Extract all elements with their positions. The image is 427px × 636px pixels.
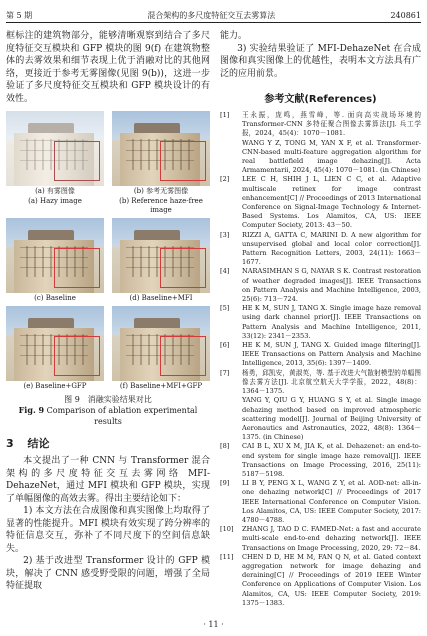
right-column — [220, 30, 421, 608]
figure-caption-en-text: Comparison of ablation experimental results — [46, 406, 198, 426]
figure-panel-c — [6, 218, 104, 303]
section-heading — [6, 435, 210, 451]
figure-panel-d — [112, 218, 210, 303]
highlight-box — [160, 141, 206, 181]
reference-item — [220, 396, 421, 442]
page-number: · 11 · — [203, 620, 224, 629]
reference-number: [7] — [220, 368, 230, 377]
left-paragraph-2: 本文提出了一种 CNN 与 Transformer 混合架构的多尺度特征交互去雾网络 MFI-DehazeNet，通过 MFI 模块和 GFP 模块，实现了单幅图像的高效去雾。得出主要结论如下： — [6, 456, 210, 504]
baseline-image — [6, 218, 104, 293]
reference-number — [220, 139, 242, 176]
reference-item — [220, 341, 421, 369]
right-paragraph-2: 3) 实验结果验证了 MFI-DehazeNet 在合成图像和真实图像上的优越性，表明本文方法具有广泛的应用前景。 — [220, 43, 421, 79]
reference-text: CAI B L, XU X M, JIA K, et al. Dehazenet: an end-to-end system for single image haze removal[J]. IEEE Transactions on Image Processing, 2016, 25(11): 5187－5198. — [242, 442, 421, 478]
baseline-mfi-image — [112, 218, 210, 293]
highlight-box — [160, 248, 206, 288]
reference-item — [220, 175, 421, 230]
reference-text: HE K M, SUN J, TANG X. Guided image filtering[J]. IEEE Transactions on Pattern Analysis and Machine Intelligence, 2013, 35(6): 1397－1409. — [242, 341, 421, 368]
reference-number: [10] — [220, 525, 234, 534]
header-rule — [6, 22, 421, 23]
reference-item — [220, 553, 421, 608]
highlight-box — [54, 336, 100, 376]
reference-item — [220, 525, 421, 553]
figure-caption-cn: 图 9 消融实验结果对比 — [64, 395, 152, 404]
reference-text: 杨勇，邱凯安，黄淑英，等. 基于改进大气散射模型的单幅图像去雾方法[J]. 北京航空航天大学学报，2022，48(8)：1364－1375. — [242, 368, 421, 396]
figure-panel-f — [112, 306, 210, 391]
reference-item — [220, 111, 421, 139]
reference-image — [112, 111, 210, 186]
reference-number: [11] — [220, 552, 234, 561]
section-title: 结论 — [27, 437, 50, 450]
subcaption-b-en: (b) Reference haze-free image — [119, 197, 203, 214]
section-number: 3 — [6, 437, 14, 450]
reference-item — [220, 267, 421, 304]
subcaption-c: (c) Baseline — [34, 294, 76, 302]
reference-text: NARASIMHAN S G, NAYAR S K. Contrast restoration of weather degraded images[J]. IEEE Transactions on Pattern Analysis and Machine Intelligence, 2003, 25(6): 713－724. — [242, 267, 421, 304]
subcaption-a-en: (a) Hazy image — [28, 197, 82, 205]
subcaption-b-cn: (b) 参考无雾图像 — [133, 187, 189, 195]
figure-panel-b — [112, 111, 210, 215]
figure-panel-a — [6, 111, 104, 215]
references-heading: 参考文献(References) — [264, 94, 377, 105]
reference-number: [1] — [220, 111, 230, 119]
reference-item — [220, 304, 421, 341]
reference-text: WANG Y Z, TONG M, YAN X F, et al. Transformer-CNN-based multi-feature aggregation algorithm for real battlefield image dehazing[J]. Acta Armamentarii, 2024, 45(4): 1070－1081. (in Chinese) — [242, 138, 421, 175]
reference-list — [220, 111, 421, 608]
baseline-gfp-image — [6, 306, 104, 381]
highlight-box — [160, 336, 206, 376]
reference-number: [5] — [220, 304, 230, 313]
figure-caption-en — [6, 405, 210, 427]
reference-number — [220, 396, 242, 442]
highlight-box — [54, 141, 100, 181]
running-header — [6, 8, 421, 22]
highlight-box — [54, 248, 100, 288]
figure-panel-e — [6, 306, 104, 391]
hazy-image — [6, 111, 104, 186]
reference-number: [2] — [220, 175, 230, 184]
subcaption-f: (f) Baseline+MFI+GFP — [119, 382, 203, 390]
left-paragraph-1: 框标注的建筑物部分，能够清晰观察到结合了多尺度特征交互模块和 GFP 模块的图 9(f) 在建筑物整体的去雾效果和细节表现上优于消融对比的其他网络，更接近于参考无雾图像(见图 9(b))，这进一步验证了多尺度特征交互模块和 GFP 模块设计的有效性。 — [6, 31, 210, 104]
reference-number: [9] — [220, 479, 230, 488]
subcaption-a-cn: (a) 有雾图像 — [35, 187, 75, 195]
reference-text: ZHANG J, TAO D C. FAMED-Net: a fast and accurate multi-scale end-to-end dehazing network[J]. IEEE Transactions on Image Processing, 2020, 29: 72－84. — [242, 525, 421, 552]
reference-text: CHEN D D, HE M M, FAN Q N, et al. Gated context aggregation network for image dehazing and deraining[C] // Proceedings of 2019 IEEE Winter Conference on Applications of Computer Vision. Los Alamitos, CA, US: IEEE Computer Society, 2019: 1375－1383. — [242, 552, 421, 607]
left-paragraph-3: 1) 本文方法在合成图像和真实图像上均取得了显著的性能提升。MFI 模块有效实现了跨分辨率的特征信息交互，弥补了不同尺度下的空间信息缺失。 — [6, 506, 210, 554]
journal-title: 混合架构的多尺度特征交互去雾算法 — [147, 10, 276, 20]
reference-text: LEE C H, SHIH J L, LIEN C C, et al. Adaptive multiscale retinex for image contrast enhancement[C] // Proceedings of 2013 International Conference on Signal-Image Technology & Internet-Based Systems. Los Alamitos, CA, US: IEEE Computer Society, 2013: 43－50. — [242, 175, 421, 230]
reference-number: [3] — [220, 230, 230, 239]
reference-text: HE K M, SUN J, TANG X. Single image haze removal using dark channel prior[J]. IEEE Transactions on Pattern Analysis and Machine Intelligence, 2011, 33(12): 2341－2353. — [242, 304, 421, 340]
reference-item — [220, 442, 421, 479]
reference-number: [6] — [220, 341, 230, 350]
reference-text: YANG Y, QIU G Y, HUANG S Y, et al. Single image dehazing method based on improved atmospheric scattering model[J]. Journal of Beijing University of Aeronautics and Astronautics, 2022, 48(8): 1364－1375. (in Chinese) — [242, 396, 421, 442]
issue-label: 第 5 期 — [6, 10, 33, 20]
reference-number: [4] — [220, 267, 230, 276]
baseline-mfi-gfp-image — [112, 306, 210, 381]
figure-9 — [6, 111, 210, 427]
reference-number: [8] — [220, 442, 230, 451]
figure-label-en: Fig. 9 — [18, 405, 45, 415]
reference-item — [220, 479, 421, 525]
subcaption-e: (e) Baseline+GFP — [23, 382, 87, 390]
reference-text: 王永振，庞鸣，燕雪峰，等. 面向高实战场环境的 Transformer-CNN 多特征聚合图像去雾算法[J]. 兵工学报，2024，45(4)：1070－1081. — [242, 111, 421, 138]
right-paragraph-1: 能力。 — [220, 31, 248, 41]
reference-text: RIZZI A, GATTA C, MARINI D. A new algorithm for unsupervised global and local color correction[J]. Pattern Recognition Letters, 2003, 24(11): 1663－1677. — [242, 230, 421, 267]
reference-item — [220, 231, 421, 268]
subcaption-d: (d) Baseline+MFI — [129, 294, 193, 302]
article-number: 240861 — [390, 10, 421, 20]
reference-item — [220, 139, 421, 176]
left-column — [6, 30, 210, 593]
reference-text: LI B Y, PENG X L, WANG Z Y, et al. AOD-net: all-in-one dehazing network[C] // Proceedings of 2017 IEEE International Conference on Computer Vision. Los Alamitos, CA, US: IEEE Computer Society, 2017: 4780－4788. — [242, 479, 421, 524]
reference-item — [220, 369, 421, 397]
left-paragraph-4: 2) 基于改进型 Transformer 设计的 GFP 模块，解决了 CNN 感受野受限的问题，增强了全局特征提取 — [6, 556, 210, 591]
